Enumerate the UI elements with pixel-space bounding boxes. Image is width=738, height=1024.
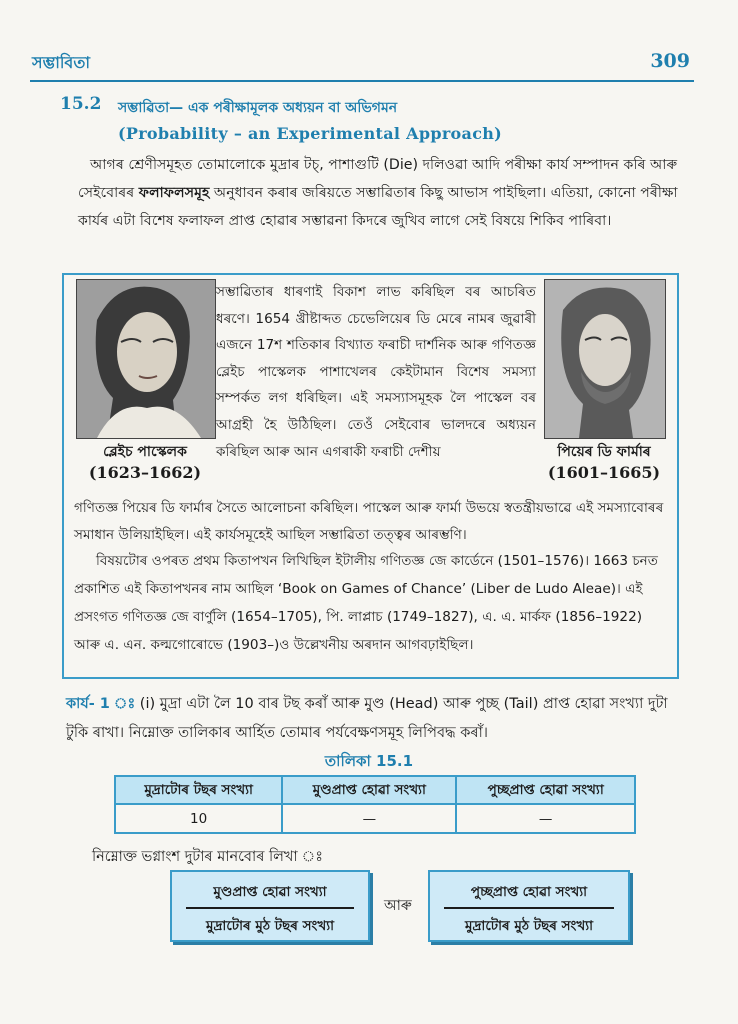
fraction-instruction: নিম্নোক্ত ভগ্নাংশ দুটাৰ মানবোৰ লিখা ঃ	[92, 849, 323, 865]
observation-table	[114, 775, 636, 834]
page-number: 309	[650, 50, 690, 72]
table-cell: —	[282, 804, 456, 833]
history-paragraph-1-continued: গণিতজ্ঞ পিয়েৰ ডি ফাৰ্মাৰ সৈতে আলোচনা কৰিছিল। পাস্কেল আৰু ফাৰ্মা উভয়ে স্বতন্ত্ৰীয়ভাৱে এই সমস্যাবোৰৰ সমাধান উলিয়াইছিল। এই কাৰ্যসমূহেই আছিল সম্ভাৱিতা তত্ত্বৰ আৰম্ভণি।	[74, 500, 664, 543]
table-cell: 10	[115, 804, 282, 833]
fraction-bar	[186, 907, 354, 909]
table-header-cell: পুচ্ছপ্ৰাপ্ত হোৱা সংখ্যা	[456, 776, 635, 804]
fermat-caption-name: পিয়েৰ ডি ফাৰ্মাৰ	[557, 444, 651, 460]
section-title: সম্ভাৱিতা— এক পৰীক্ষামূলক অধ্যয়ন বা অভিগমন	[118, 100, 398, 116]
fraction-denominator: মুদ্ৰাটোৰ মুঠ টছৰ সংখ্যা	[464, 918, 594, 934]
fraction-box-tails	[428, 870, 630, 942]
running-header-title: সম্ভাবিতা	[32, 53, 90, 72]
fraction-numerator: পুচ্ছপ্ৰাপ্ত হোৱা সংখ্যা	[470, 884, 588, 900]
conjunction-text: আৰু	[384, 898, 412, 914]
history-paragraph-1: সম্ভাৱিতাৰ ধাৰণাই বিকাশ লাভ কৰিছিল বৰ আচৰিত ধৰণে। 1654 খ্ৰীষ্টাব্দত চেভেলিয়েৰ ডি মেৰে নামৰ জুৱাৰী এজনে 17শ শতিকাৰ বিখ্যাত ফৰাচী দাৰ্শনিক আৰু গণিতজ্ঞ ব্লেইচ পাস্কেলক পাশাখেলৰ কেইটামান বিশেষ সমস্যা সম্পৰ্কত লগ ধৰিছিল। এই সমস্যাসমূহক লৈ পাস্কেল বৰ আগ্ৰহী হৈ উঠিছিল। তেওঁ সেইবোৰ ভালদৰে অধ্যয়ন কৰিছিল আৰু আন এগৰাকী ফৰাচী দেশীয়	[216, 284, 536, 460]
pascal-caption-name: ব্লেইচ পাস্কেলক	[103, 444, 187, 460]
table-caption: তালিকা 15.1	[324, 752, 414, 770]
activity-text: (i) মুদ্ৰা এটা লৈ 10 বাৰ টছ কৰাঁ আৰু মুণ্ড (Head) আৰু পুচ্ছ (Tail) প্ৰাপ্ত হোৱা সংখ্যা দুটা টুকি ৰাখা। নিম্নোক্ত তালিকাৰ আৰ্হিত তোমাৰ পৰ্যবেক্ষণসমূহ লিপিবদ্ধ কৰাঁ।	[66, 696, 668, 741]
pascal-caption-years: (1623–1662)	[88, 463, 202, 482]
fermat-portrait	[544, 279, 666, 439]
intro-paragraph	[78, 151, 680, 235]
section-number: 15.2	[60, 94, 102, 114]
section-subtitle: (Probability – an Experimental Approach)	[118, 124, 503, 143]
history-box	[62, 273, 679, 679]
intro-text-1: আগৰ শ্ৰেণীসমূহত তোমালোকে মুদ্ৰাৰ টচ্, পাশাগুটি (Die) দলিওৱা আদি পৰীক্ষা কাৰ্য সম্পাদন কৰি আৰু সেইবোৰৰ	[78, 157, 678, 201]
table-header-cell: মুণ্ডপ্ৰাপ্ত হোৱা সংখ্যা	[282, 776, 456, 804]
table-cell: —	[456, 804, 635, 833]
fermat-caption-years: (1601–1665)	[547, 463, 661, 482]
history-paragraph-2: বিষয়টোৰ ওপৰত প্ৰথম কিতাপখন লিখিছিল ইটালীয় গণিতজ্ঞ জে কাৰ্ডেনে (1501–1576)। 1663 চনত প্ৰকাশিত এই কিতাপখনৰ নাম আছিল ‘Book on Games of Chance’ (Liber de Ludo Aleae)। এই প্ৰসংগত গণিতজ্ঞ জে বাৰ্ণুলি (1654–1705), পি. লাপ্লাচ (1749–1827), এ. এ. মাৰ্কফ (1856–1922) আৰু এ. এন. কল্মগোৰোভে (1903–)ও উল্লেখনীয় অৰদান আগবঢ়াইছিল।	[74, 553, 658, 653]
fraction-denominator: মুদ্ৰাটোৰ মুঠ টছৰ সংখ্যা	[205, 918, 335, 934]
intro-text-2: অনুধাবন কৰাৰ জৰিয়তে সম্ভাৱিতাৰ কিছু আভাস পাইছিলা। এতিয়া, কোনো পৰীক্ষা কাৰ্যৰ এটা বিশেষ ফলাফল প্ৰাপ্ত হোৱাৰ সম্ভাৱনা কিদৰে জুখিব লাগে সেই বিষয়ে শিকিব পাৰিবা।	[78, 185, 678, 229]
table-row	[115, 804, 635, 833]
activity-label: কাৰ্য- 1 ঃ	[66, 696, 136, 712]
fraction-numerator: মুণ্ডপ্ৰাপ্ত হোৱা সংখ্যা	[213, 884, 327, 900]
table-header-cell: মুদ্ৰাটোৰ টছৰ সংখ্যা	[115, 776, 282, 804]
activity-paragraph	[66, 690, 678, 748]
fraction-box-heads	[170, 870, 370, 942]
header-rule	[30, 80, 694, 82]
fraction-bar	[444, 907, 614, 909]
table-header-row	[115, 776, 635, 804]
pascal-portrait	[76, 279, 216, 439]
intro-bold-term: ফলাফলসমূহ	[138, 185, 210, 201]
